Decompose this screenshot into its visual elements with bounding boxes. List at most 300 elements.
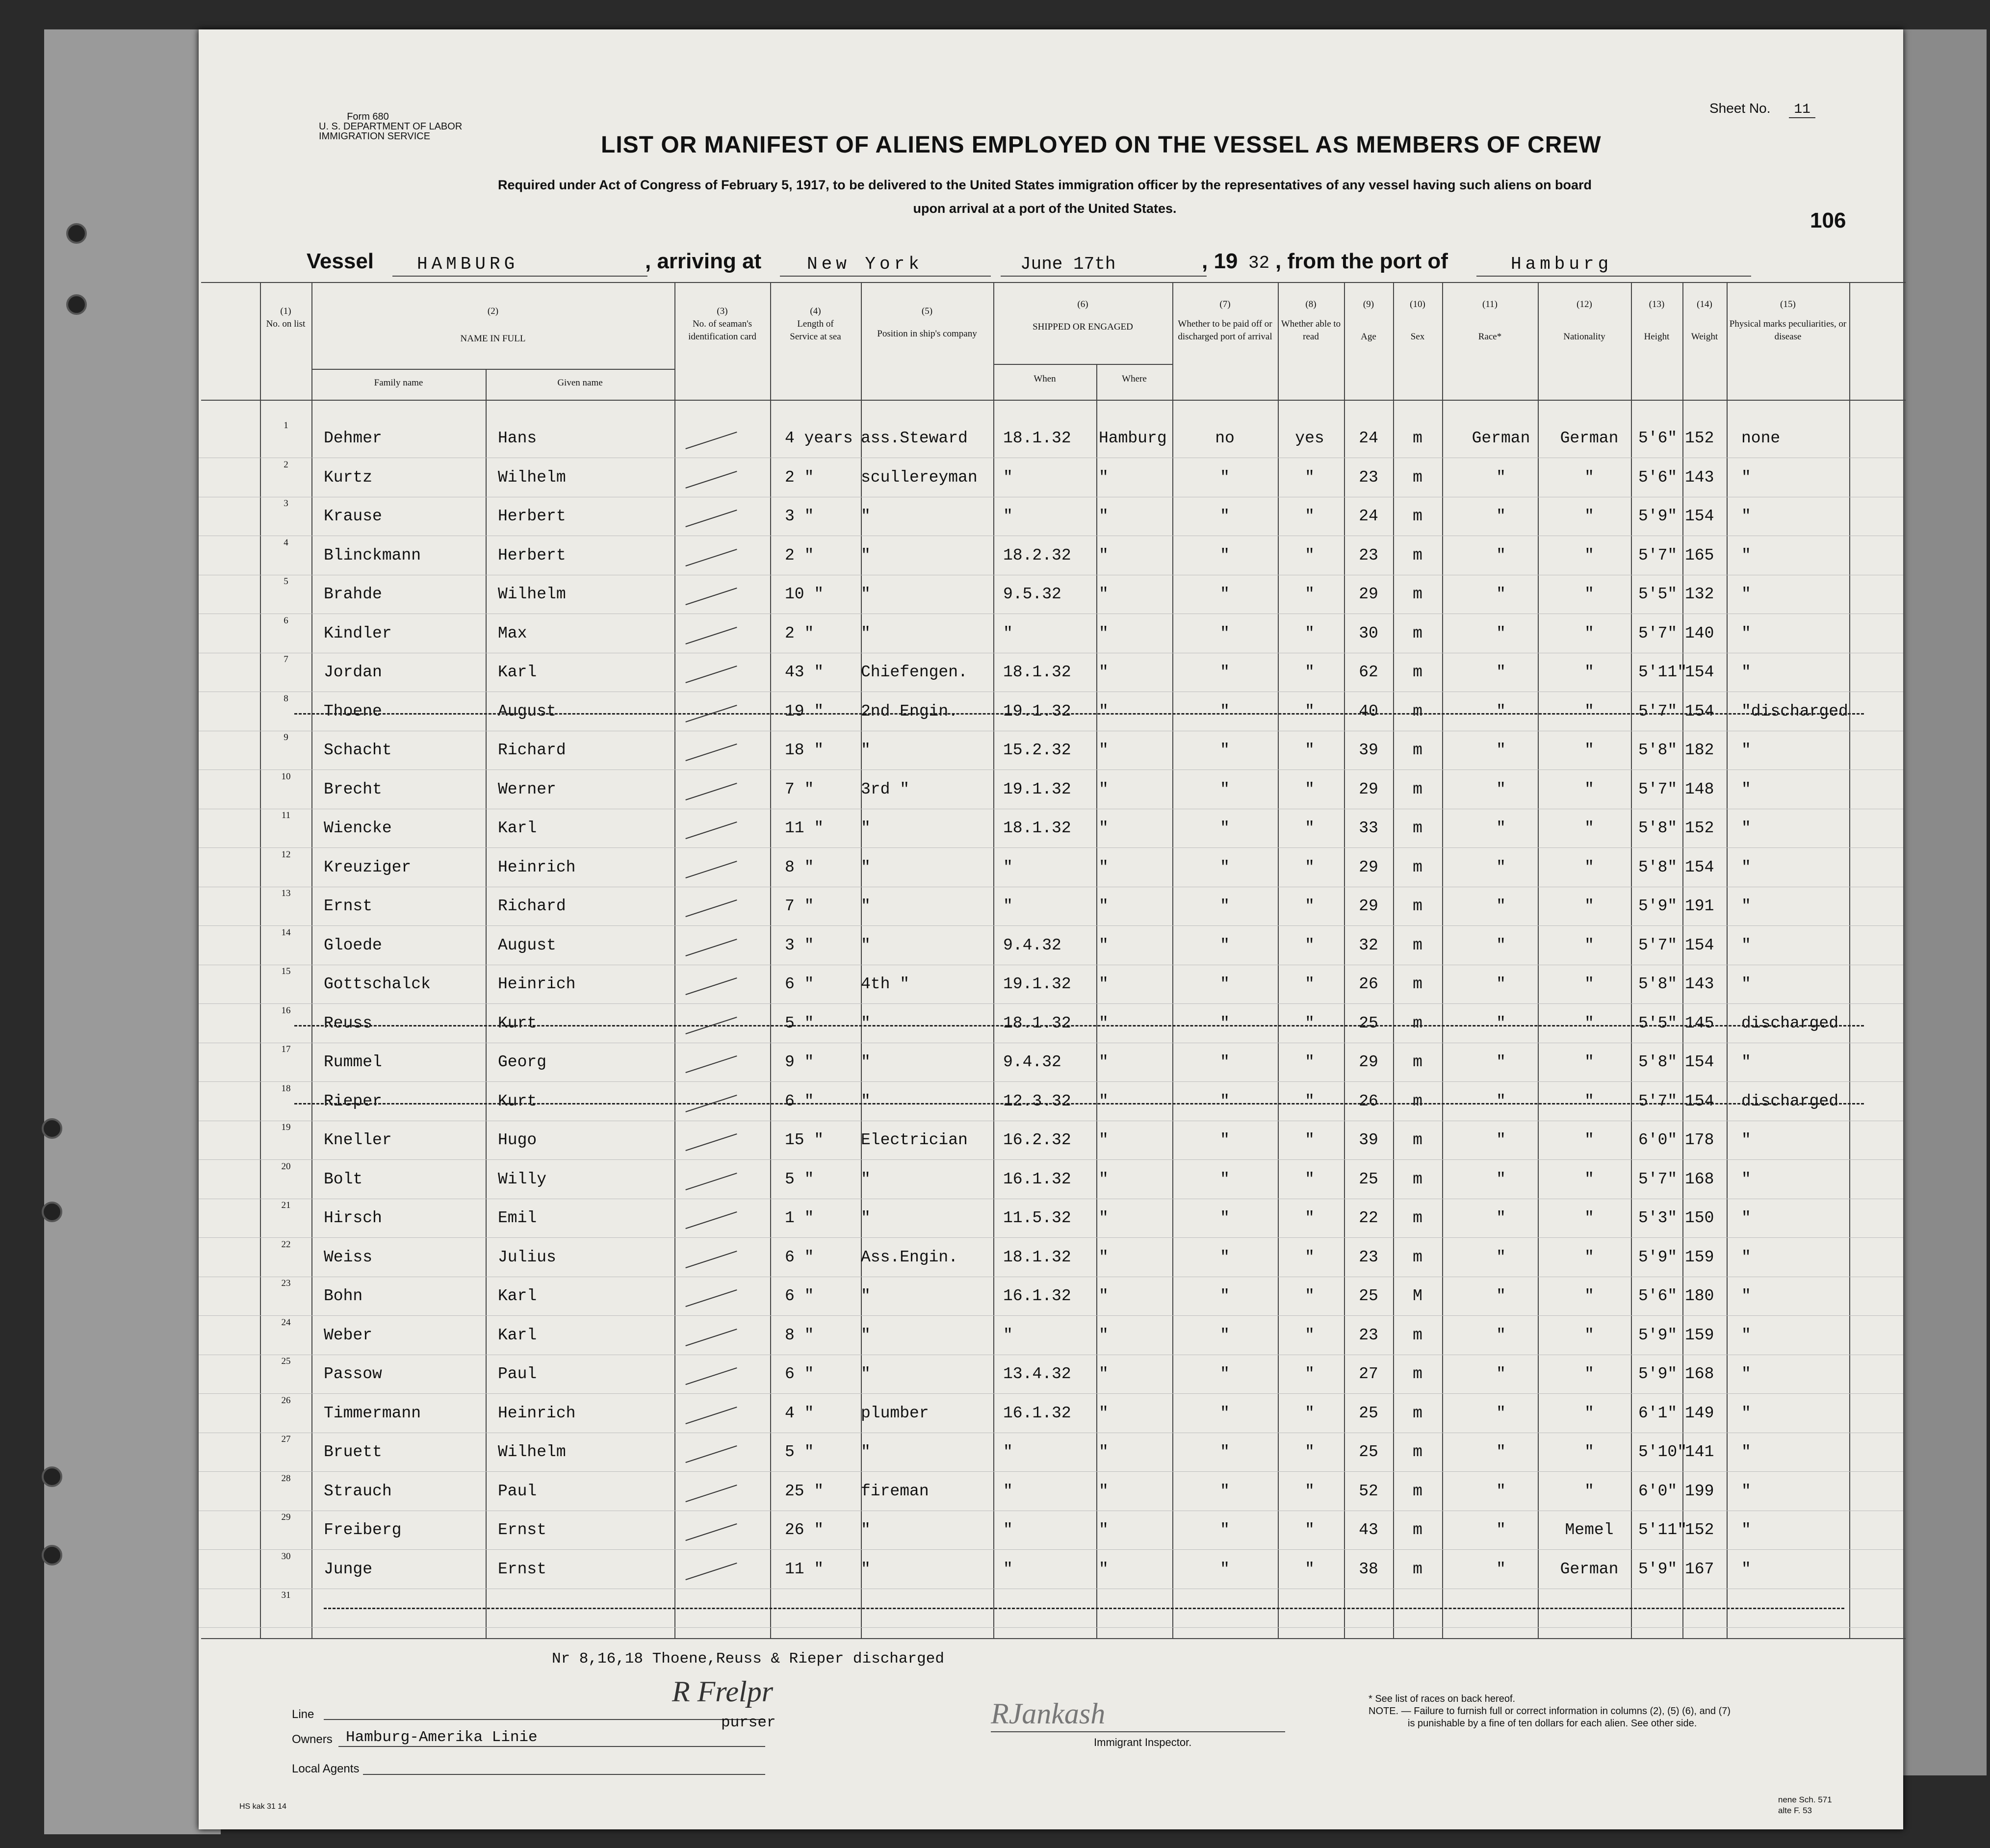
cell-no: 8 (284, 693, 288, 704)
department-name: U. S. DEPARTMENT OF LABOR (319, 121, 463, 132)
cell-family: Kurtz (324, 468, 373, 487)
cell-service: 7 " (785, 897, 814, 915)
cell-where: " (1099, 1482, 1109, 1500)
cell-when: " (1003, 1443, 1013, 1461)
col-header-when: When (1034, 374, 1056, 384)
cell-given: Karl (498, 1287, 537, 1305)
cell-given: Heinrich (498, 1404, 576, 1422)
cell-height: 5'7" (1638, 702, 1678, 720)
cell-marks: " (1741, 1365, 1751, 1383)
cell-family: Blinckmann (324, 546, 421, 565)
cell-when: 16.1.32 (1003, 1170, 1071, 1188)
cell-age: 26 (1359, 1092, 1378, 1110)
row-rule (199, 1627, 1903, 1628)
cell-where: " (1099, 975, 1109, 993)
table-top-border (201, 282, 1906, 283)
cell-age: 30 (1359, 624, 1378, 642)
cell-nat: German (1560, 1560, 1619, 1578)
cell-weight: 154 (1685, 858, 1714, 876)
cell-where: " (1099, 1404, 1109, 1422)
underline (1476, 276, 1751, 277)
cell-paid: " (1220, 1365, 1230, 1383)
cell-marks: " (1741, 1443, 1751, 1461)
cell-weight: 150 (1685, 1209, 1714, 1227)
cell-when: 9.4.32 (1003, 936, 1061, 954)
col-header-nationality (1538, 298, 1631, 343)
cell-nat: " (1584, 1170, 1594, 1188)
cell-sex: m (1413, 1092, 1422, 1110)
cell-sex: m (1413, 1053, 1422, 1071)
cell-marks: " (1741, 1053, 1751, 1071)
cell-weight: 152 (1685, 429, 1714, 447)
cell-sex: m (1413, 1248, 1422, 1266)
col-number: (9) (1363, 299, 1374, 309)
cell-sex: m (1413, 819, 1422, 837)
row-rule (199, 1471, 1903, 1472)
cell-where: " (1099, 819, 1109, 837)
cell-weight: 154 (1685, 663, 1714, 681)
cell-race: " (1496, 897, 1506, 915)
col-header-sex (1393, 298, 1442, 343)
cell-age: 39 (1359, 741, 1378, 759)
cell-height: 5'3" (1638, 1209, 1678, 1227)
cell-family: Kindler (324, 624, 392, 642)
cell-nat: " (1584, 468, 1594, 487)
cell-age: 26 (1359, 975, 1378, 993)
cell-marks: " (1741, 1248, 1751, 1266)
cell-race: " (1496, 546, 1506, 565)
underline (991, 1731, 1285, 1732)
cell-family: Dehmer (324, 429, 382, 447)
cell-race: " (1496, 702, 1506, 720)
cell-read: " (1305, 1170, 1315, 1188)
cell-position: 4th " (861, 975, 910, 993)
cell-no: 16 (281, 1005, 291, 1016)
cell-family: Passow (324, 1365, 382, 1383)
binder-hole (42, 1466, 62, 1487)
cell-marks: " (1741, 1482, 1751, 1500)
cell-marks: "discharged (1741, 702, 1848, 720)
cell-family: Kneller (324, 1131, 392, 1149)
cell-height: 5'8" (1638, 975, 1678, 993)
cell-nat: " (1584, 975, 1594, 993)
cell-weight: 149 (1685, 1404, 1714, 1422)
arrival-year: 32 (1248, 253, 1270, 273)
cell-service: 5 " (785, 1014, 814, 1032)
col-number: (3) (717, 306, 728, 316)
cell-paid: " (1220, 1092, 1230, 1110)
cell-service: 6 " (785, 1365, 814, 1383)
cell-read: " (1305, 1287, 1315, 1305)
cell-position: " (861, 819, 871, 837)
cell-paid: " (1220, 1443, 1230, 1461)
underline (324, 1719, 765, 1720)
cell-nat: " (1584, 936, 1594, 954)
cell-height: 5'6" (1638, 1287, 1678, 1305)
cell-where: " (1099, 1443, 1109, 1461)
cell-marks: " (1741, 897, 1751, 915)
cell-when: 19.1.32 (1003, 702, 1071, 720)
cell-marks: " (1741, 507, 1751, 525)
underline (363, 1774, 765, 1775)
cell-weight: 182 (1685, 741, 1714, 759)
cell-family: Freiberg (324, 1521, 402, 1539)
cell-position: " (861, 1365, 871, 1383)
cell-paid: " (1220, 663, 1230, 681)
cell-family: Krause (324, 507, 382, 525)
cell-service: 2 " (785, 546, 814, 565)
cell-read: " (1305, 780, 1315, 798)
col-title: NAME IN FULL (460, 334, 526, 344)
cell-family: Rummel (324, 1053, 382, 1071)
cell-no: 6 (284, 615, 288, 626)
from-port-label: , from the port of (1275, 249, 1448, 273)
subheader-rule (993, 364, 1172, 365)
cell-weight: 167 (1685, 1560, 1714, 1578)
cell-age: 40 (1359, 702, 1378, 720)
cell-where: " (1099, 897, 1109, 915)
cell-read: " (1305, 1365, 1315, 1383)
cell-nat: " (1584, 1287, 1594, 1305)
cell-when: 11.5.32 (1003, 1209, 1071, 1227)
cell-paid: " (1220, 1560, 1230, 1578)
cell-read: " (1305, 1092, 1315, 1110)
col-divider (993, 282, 994, 1638)
cell-given: Kurt (498, 1014, 537, 1032)
cell-age: 43 (1359, 1521, 1378, 1539)
cell-race: " (1496, 780, 1506, 798)
row-rule (199, 1549, 1903, 1550)
cell-sex: m (1413, 546, 1422, 565)
cell-when: " (1003, 1560, 1013, 1578)
cell-family: Weiss (324, 1248, 373, 1266)
cell-paid: " (1220, 1287, 1230, 1305)
inspector-label: Immigrant Inspector. (1094, 1736, 1192, 1748)
cell-position: 3rd " (861, 780, 910, 798)
col-title: Nationality (1563, 332, 1605, 342)
cell-no: 15 (281, 966, 291, 976)
cell-sex: m (1413, 780, 1422, 798)
cell-marks: " (1741, 1521, 1751, 1539)
cell-when: 18.2.32 (1003, 546, 1071, 565)
col-number: (14) (1697, 299, 1712, 309)
cell-race: " (1496, 975, 1506, 993)
cell-marks: " (1741, 624, 1751, 642)
cell-sex: m (1413, 702, 1422, 720)
col-divider (1849, 282, 1850, 1638)
cell-given: Richard (498, 741, 566, 759)
cell-when: " (1003, 1521, 1013, 1539)
cell-read: yes (1295, 429, 1324, 447)
sheet-number-block (1709, 101, 1815, 117)
row-rule (199, 1003, 1903, 1004)
col-divider (1727, 282, 1728, 1638)
schedule-old: alte F. 53 (1778, 1806, 1812, 1815)
cell-family: Ernst (324, 897, 373, 915)
cell-paid: " (1220, 1131, 1230, 1149)
cell-height: 5'11" (1638, 663, 1687, 681)
cell-family: Hirsch (324, 1209, 382, 1227)
cell-sex: m (1413, 936, 1422, 954)
cell-sex: M (1413, 1287, 1422, 1305)
cell-weight: 152 (1685, 819, 1714, 837)
purser-label: purser (721, 1714, 776, 1731)
vessel-name: HAMBURG (417, 254, 519, 274)
cell-marks: none (1741, 429, 1781, 447)
cell-marks: " (1741, 1326, 1751, 1344)
cell-sex: m (1413, 897, 1422, 915)
cell-paid: " (1220, 468, 1230, 487)
col-title: SHIPPED OR ENGAGED (1033, 322, 1133, 332)
form-identifier (319, 111, 463, 142)
cell-race: " (1496, 1365, 1506, 1383)
row-rule (199, 1237, 1903, 1238)
cell-service: 18 " (785, 741, 824, 759)
cell-read: " (1305, 468, 1315, 487)
cell-weight: 143 (1685, 468, 1714, 487)
cell-service: 8 " (785, 858, 814, 876)
cell-when: 18.1.32 (1003, 819, 1071, 837)
cell-no: 25 (281, 1356, 291, 1366)
cell-weight: 178 (1685, 1131, 1714, 1149)
cell-given: Hans (498, 429, 537, 447)
cell-family: Reuss (324, 1014, 373, 1032)
cell-height: 5'9" (1638, 897, 1678, 915)
cell-position: " (861, 624, 871, 642)
cell-position: " (861, 1209, 871, 1227)
cell-read: " (1305, 975, 1315, 993)
penalty-note-line-2: is punishable by a fine of ten dollars for each alien. See other side. (1408, 1718, 1697, 1729)
cell-where: " (1099, 1560, 1109, 1578)
cell-when: " (1003, 1326, 1013, 1344)
cell-service: 2 " (785, 468, 814, 487)
cell-position: " (861, 1287, 871, 1305)
binder-hole (42, 1545, 62, 1566)
col-title: Length of Service at sea (790, 319, 841, 342)
col-header-age (1344, 298, 1393, 343)
cell-no: 11 (281, 810, 291, 821)
cell-read: " (1305, 1053, 1315, 1071)
cell-height: 5'8" (1638, 819, 1678, 837)
cell-weight: 141 (1685, 1443, 1714, 1461)
cell-nat: " (1584, 1131, 1594, 1149)
cell-family: Schacht (324, 741, 392, 759)
owners-value: Hamburg-Amerika Linie (346, 1729, 538, 1746)
cell-read: " (1305, 1443, 1315, 1461)
cell-sex: m (1413, 585, 1422, 603)
cell-position: " (861, 1521, 871, 1539)
cell-family: Bolt (324, 1170, 363, 1188)
cell-where: " (1099, 507, 1109, 525)
cell-height: 5'8" (1638, 858, 1678, 876)
cell-service: 11 " (785, 1560, 824, 1578)
col-header-read (1280, 298, 1342, 343)
col-title: Height (1644, 332, 1670, 342)
col-number: (8) (1305, 299, 1317, 309)
cell-no: 26 (281, 1395, 291, 1406)
cell-weight: 168 (1685, 1365, 1714, 1383)
cell-position: " (861, 1092, 871, 1110)
cell-no: 22 (281, 1239, 291, 1250)
document-title (601, 131, 1602, 158)
col-number: (12) (1576, 299, 1592, 309)
col-header-shipped (993, 298, 1172, 334)
cell-nat: " (1584, 663, 1594, 681)
cell-no: 12 (281, 849, 291, 860)
cell-when: 19.1.32 (1003, 780, 1071, 798)
cell-read: " (1305, 507, 1315, 525)
cell-race: " (1496, 1248, 1506, 1266)
col-header-family-name: Family name (374, 378, 423, 388)
cell-given: Karl (498, 663, 537, 681)
col-divider (1278, 282, 1279, 1638)
cell-paid: " (1220, 507, 1230, 525)
cell-given: August (498, 702, 556, 720)
cell-given: Heinrich (498, 858, 576, 876)
cell-where: " (1099, 663, 1109, 681)
cell-weight: 154 (1685, 1092, 1714, 1110)
cell-marks: " (1741, 1170, 1751, 1188)
cell-given: Paul (498, 1365, 537, 1383)
cell-sex: m (1413, 975, 1422, 993)
cell-when: 12.3.32 (1003, 1092, 1071, 1110)
col-title: No. of seaman's identification card (688, 319, 756, 342)
cell-age: 25 (1359, 1404, 1378, 1422)
cell-height: 5'10" (1638, 1443, 1687, 1461)
cell-age: 24 (1359, 429, 1378, 447)
cell-paid: " (1220, 858, 1230, 876)
cell-position: " (861, 585, 871, 603)
cell-age: 25 (1359, 1443, 1378, 1461)
cell-family: Weber (324, 1326, 373, 1344)
cell-where: " (1099, 1209, 1109, 1227)
cell-age: 62 (1359, 663, 1378, 681)
cell-service: 5 " (785, 1170, 814, 1188)
cell-position: " (861, 1326, 871, 1344)
cell-service: 1 " (785, 1209, 814, 1227)
races-footnote: * See list of races on back hereof. (1369, 1694, 1516, 1704)
cell-position: fireman (861, 1482, 929, 1500)
cell-marks: " (1741, 546, 1751, 565)
cell-position: scullereyman (861, 468, 978, 487)
cell-height: 5'9" (1638, 1365, 1678, 1383)
cell-race: " (1496, 1170, 1506, 1188)
cell-age: 27 (1359, 1365, 1378, 1383)
inspector-signature: RJankash (991, 1697, 1106, 1730)
cell-age: 39 (1359, 1131, 1378, 1149)
cell-nat: " (1584, 741, 1594, 759)
cell-position: " (861, 936, 871, 954)
cell-race: " (1496, 858, 1506, 876)
cell-paid: " (1220, 1404, 1230, 1422)
discharge-note: Nr 8,16,18 Thoene,Reuss & Rieper discharged (552, 1650, 944, 1668)
cell-marks: " (1741, 468, 1751, 487)
cell-age: 25 (1359, 1014, 1378, 1032)
service-name: IMMIGRATION SERVICE (319, 131, 431, 142)
cell-paid: " (1220, 1170, 1230, 1188)
col-divider (674, 282, 675, 1638)
cell-family: Wiencke (324, 819, 392, 837)
col-title: Sex (1410, 332, 1425, 342)
cell-nat: " (1584, 1014, 1594, 1032)
cell-given: Karl (498, 819, 537, 837)
cell-race: " (1496, 1131, 1506, 1149)
cell-age: 29 (1359, 780, 1378, 798)
cell-given: Herbert (498, 507, 566, 525)
cell-service: 7 " (785, 780, 814, 798)
row-rule (199, 925, 1903, 926)
cell-no: 13 (281, 888, 291, 898)
col-number: (13) (1649, 299, 1665, 309)
cell-service: 11 " (785, 819, 824, 837)
cell-race: " (1496, 1521, 1506, 1539)
purser-signature: R Frelpr (672, 1675, 774, 1708)
cell-read: " (1305, 1326, 1315, 1344)
cell-where: " (1099, 1131, 1109, 1149)
underline (338, 1746, 765, 1747)
cell-service: 6 " (785, 975, 814, 993)
cell-marks: " (1741, 975, 1751, 993)
vessel-label: Vessel (307, 249, 374, 273)
cell-height: 5'9" (1638, 507, 1678, 525)
cell-nat: " (1584, 585, 1594, 603)
cell-race: " (1496, 741, 1506, 759)
cell-read: " (1305, 858, 1315, 876)
cell-age: 23 (1359, 546, 1378, 565)
cell-when: 9.5.32 (1003, 585, 1061, 603)
cell-weight: 154 (1685, 936, 1714, 954)
cell-age: 29 (1359, 1053, 1378, 1071)
cell-marks: " (1741, 1209, 1751, 1227)
cell-given: Wilhelm (498, 585, 566, 603)
cell-position: " (861, 1053, 871, 1071)
cell-service: 26 " (785, 1521, 824, 1539)
cell-race: " (1496, 1326, 1506, 1344)
penalty-note-line-1: NOTE. — Failure to furnish full or correct information in columns (2), (5) (6), and (7) (1369, 1706, 1731, 1717)
strikethrough-line (294, 713, 1864, 716)
cell-family: Junge (324, 1560, 373, 1578)
cell-given: Herbert (498, 546, 566, 565)
cell-where: " (1099, 1248, 1109, 1266)
cell-read: " (1305, 819, 1315, 837)
cell-family: Bohn (324, 1287, 363, 1305)
cell-where: " (1099, 546, 1109, 565)
cell-when: " (1003, 858, 1013, 876)
cell-no: 24 (281, 1317, 291, 1328)
cell-where: " (1099, 1365, 1109, 1383)
cell-height: 5'11" (1638, 1521, 1687, 1539)
cell-read: " (1305, 1209, 1315, 1227)
cell-paid: " (1220, 624, 1230, 642)
cell-paid: " (1220, 1482, 1230, 1500)
cell-where: " (1099, 1014, 1109, 1032)
cell-where: " (1099, 1170, 1109, 1188)
cell-no: 19 (281, 1122, 291, 1132)
cell-when: " (1003, 897, 1013, 915)
row-rule (199, 1159, 1903, 1160)
table-header-bottom (201, 400, 1906, 401)
cell-height: 6'0" (1638, 1131, 1678, 1149)
cell-when: 18.1.32 (1003, 429, 1071, 447)
cell-nat: " (1584, 507, 1594, 525)
col-header-id-card (677, 305, 768, 343)
col-title: Weight (1691, 332, 1718, 342)
table-bottom-border (201, 1638, 1906, 1639)
col-divider (1682, 282, 1683, 1638)
cell-paid: " (1220, 1248, 1230, 1266)
col-number: (11) (1482, 299, 1498, 309)
cell-height: 5'8" (1638, 1053, 1678, 1071)
